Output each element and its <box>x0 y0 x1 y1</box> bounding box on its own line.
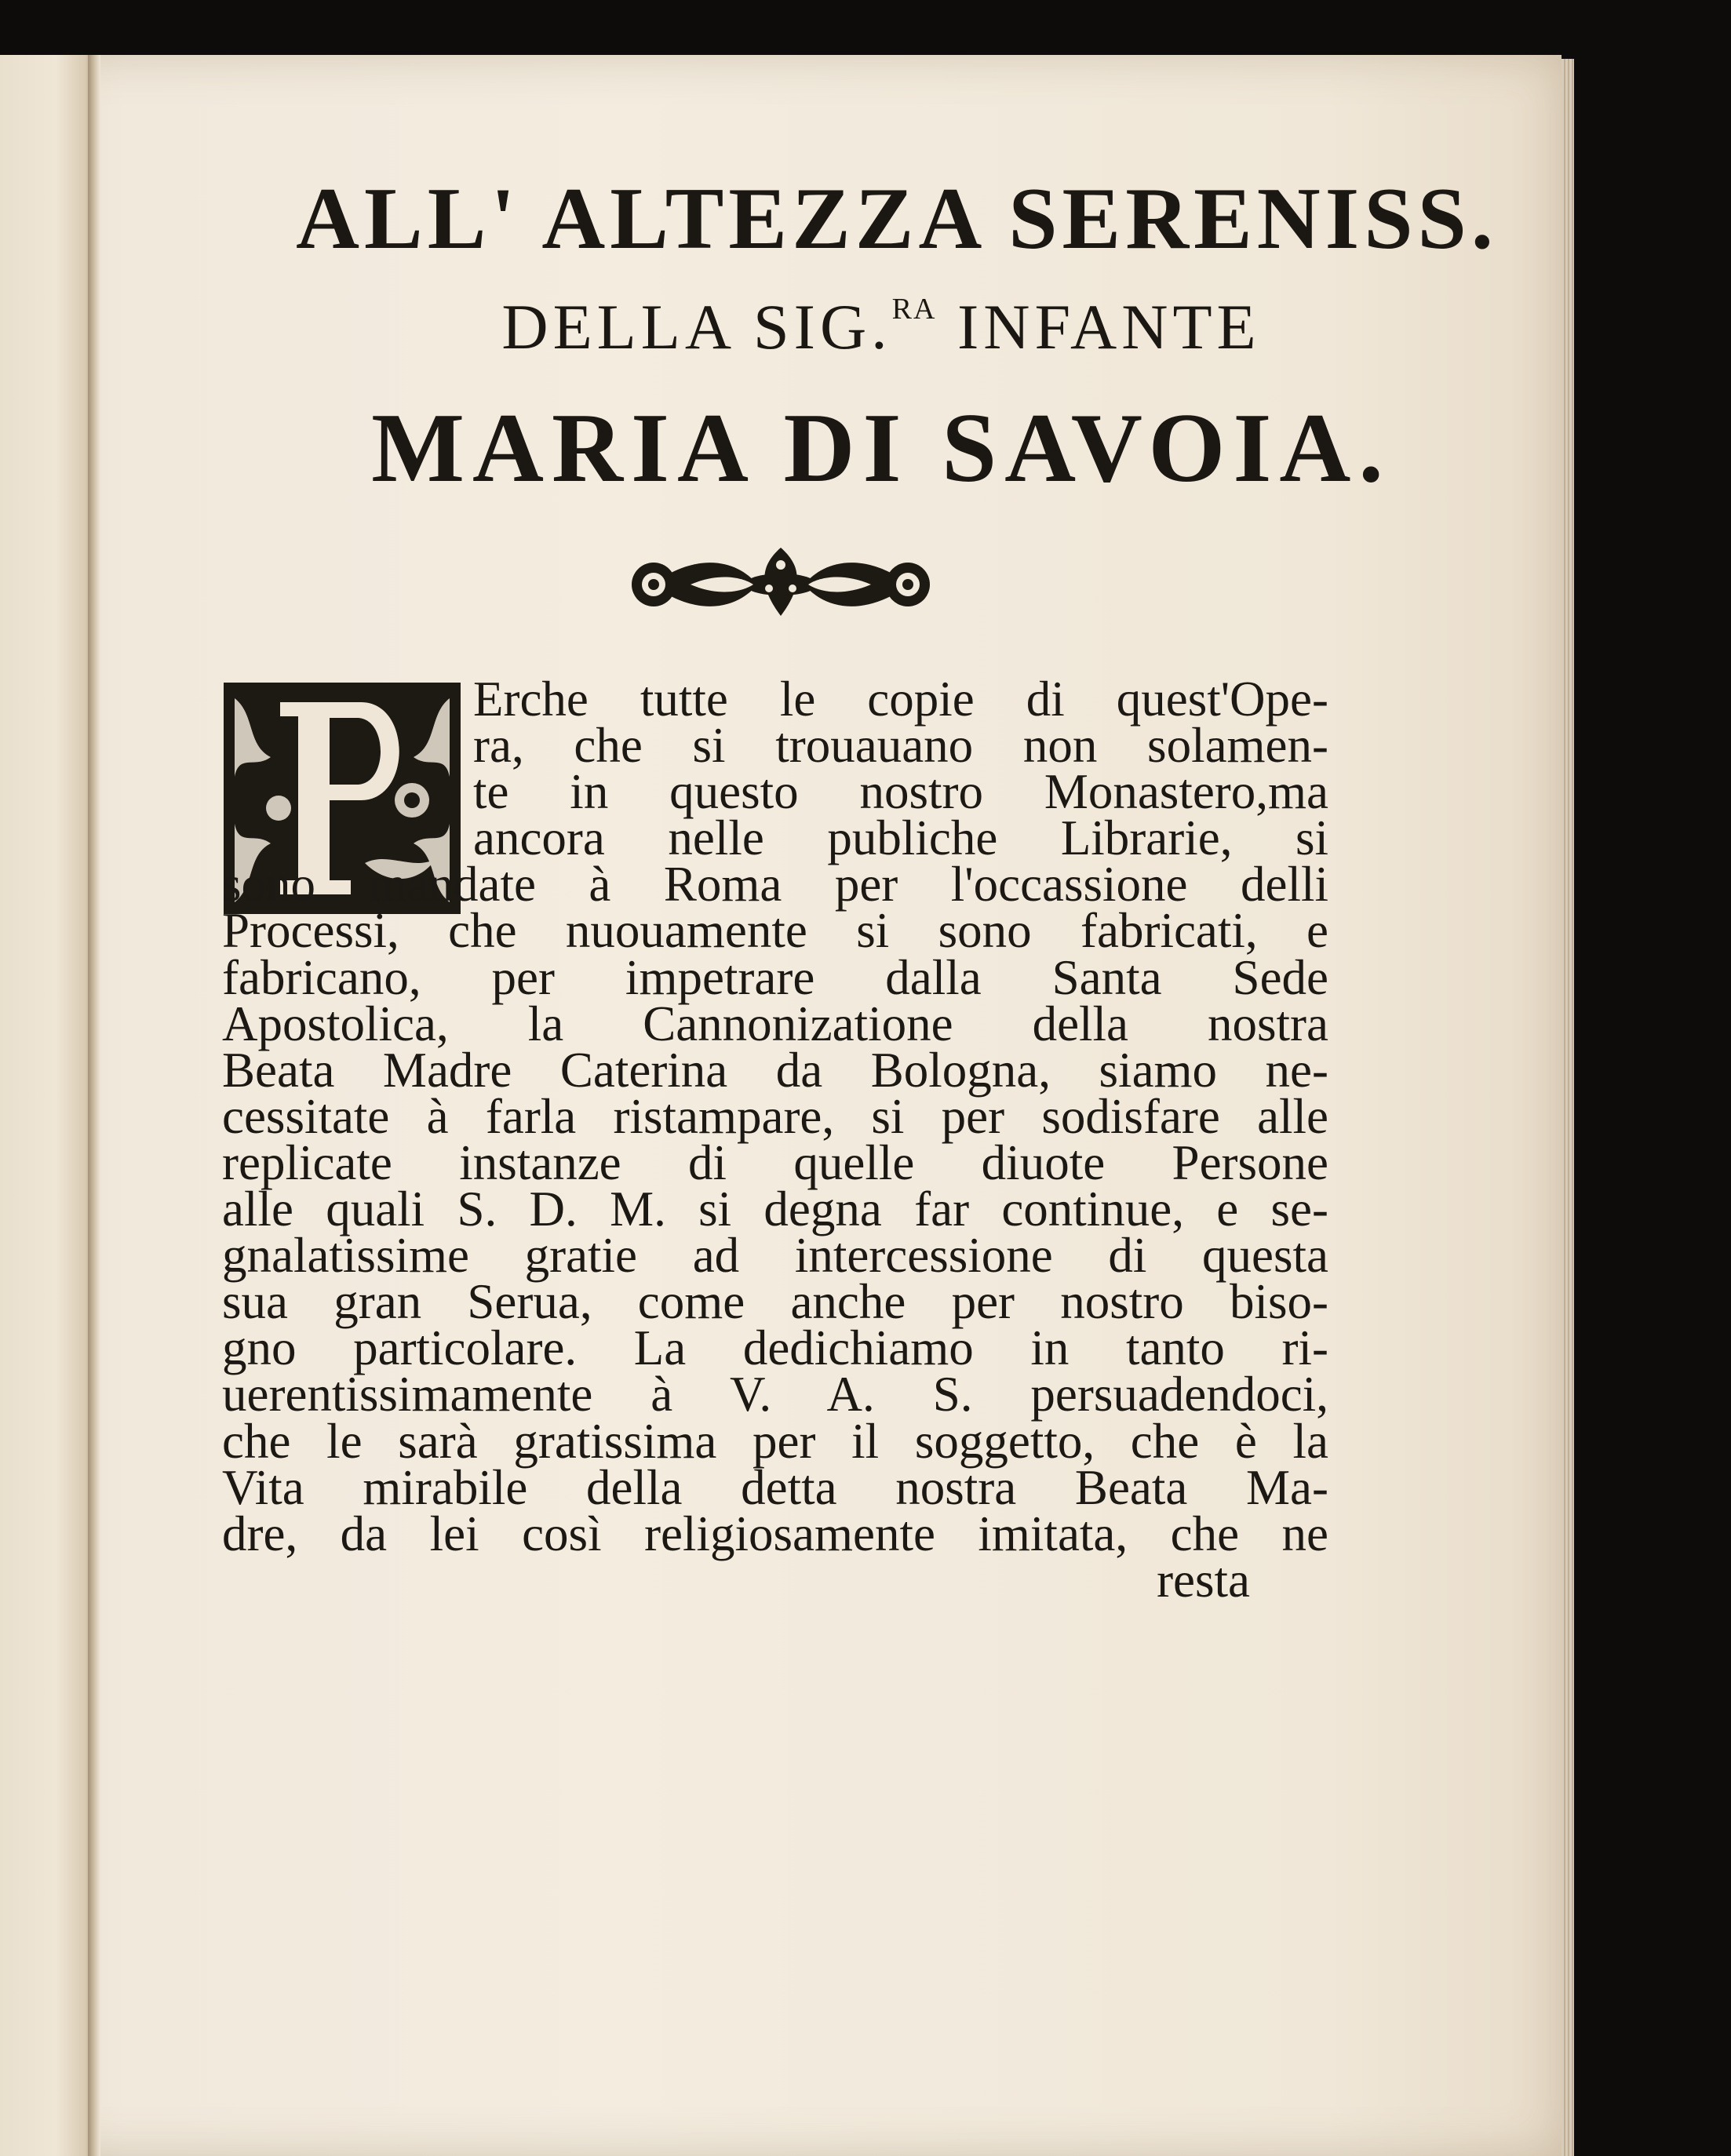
body-line: ancora nelle publiche Librarie, si <box>473 810 1328 866</box>
body-line: sua gran Serua, come anche per nostro biso- <box>222 1274 1328 1330</box>
body-line: Vita mirabile della detta nostra Beata Ma- <box>222 1459 1328 1515</box>
dedication-body <box>222 672 1328 1608</box>
body-line: dre, da lei così religiosamente imitata, che ne <box>222 1506 1328 1561</box>
body-line: sono mandate à Roma per l'occassione delli <box>222 857 1328 912</box>
body-line: ra, che si trouauano non solamen- <box>473 718 1328 774</box>
catchword: resta <box>1157 1552 1250 1608</box>
body-line: te in questo nostro Monastero,ma <box>473 764 1328 820</box>
body-line: Beata Madre Caterina da Bologna, siamo ne- <box>222 1042 1328 1098</box>
printers-ornament-icon <box>624 541 938 624</box>
dedication-title-line-1: ALL' ALTEZZA SERENISS. <box>296 170 1498 268</box>
body-line: uerentissimamente à V. A. S. persuadendoci, <box>222 1367 1328 1422</box>
facing-page-edge <box>0 55 93 2156</box>
dedication-title-line-2 <box>0 290 1731 364</box>
body-line: che le sarà gratissima per il soggetto, che è la <box>222 1413 1328 1469</box>
page-stack-edges <box>1562 59 1574 2156</box>
body-line: alle quali S. D. M. si degna far continue, e se- <box>222 1182 1328 1237</box>
body-line: Erche tutte le copie di quest'Ope- <box>473 672 1328 727</box>
title-line-2-superscript: RA <box>891 293 937 326</box>
body-line: cessitate à farla ristampare, si per sodisfare alle <box>222 1088 1328 1144</box>
body-line: Processi, che nuouamente si sono fabricati, e <box>222 903 1328 959</box>
body-line: replicate instanze di quelle diuote Persone <box>222 1134 1328 1190</box>
book-gutter <box>88 55 100 2156</box>
body-line: gnalatissime gratie ad intercessione di questa <box>222 1228 1328 1284</box>
body-line: fabricano, per impetrare dalla Santa Sede <box>222 949 1328 1005</box>
title-line-2-end: INFANTE <box>936 291 1261 362</box>
dedication-title-line-3: MARIA DI SAVOIA. <box>371 394 1391 503</box>
body-line: Apostolica, la Cannonizatione della nostra <box>222 996 1328 1051</box>
body-line: gno particolare. La dedichiamo in tanto ri- <box>222 1320 1328 1376</box>
title-line-2-main: DELLA SIG. <box>501 291 892 362</box>
